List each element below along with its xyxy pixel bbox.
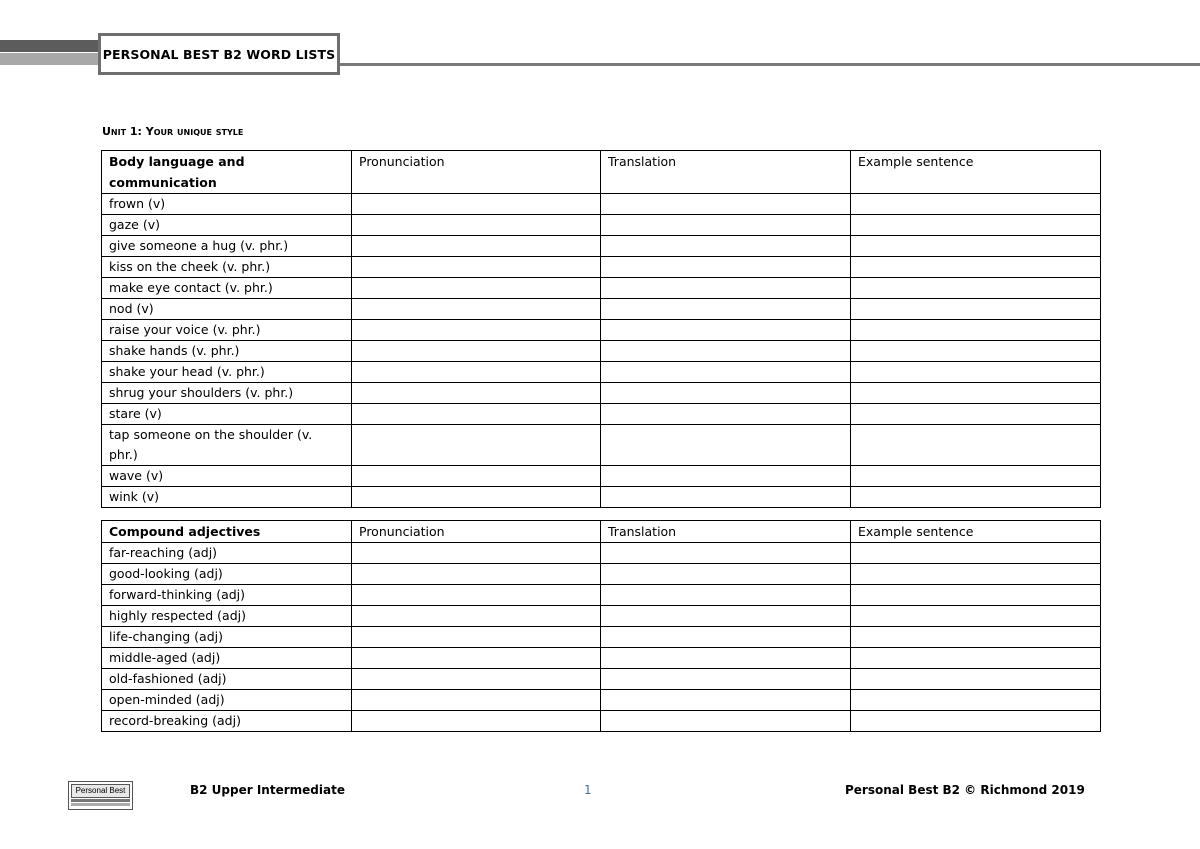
translation-cell[interactable] <box>601 383 851 404</box>
header-rule <box>338 63 1200 66</box>
word-cell: wink (v) <box>102 487 352 508</box>
column-header-pronunciation: Pronunciation <box>352 521 601 543</box>
translation-cell[interactable] <box>601 194 851 215</box>
table-row <box>102 299 1101 320</box>
example-cell[interactable] <box>851 362 1101 383</box>
word-list-table-body-language <box>101 150 1101 508</box>
word-cell: tap someone on the shoulder (v. phr.) <box>102 425 352 466</box>
pronunciation-cell[interactable] <box>352 257 601 278</box>
translation-cell[interactable] <box>601 278 851 299</box>
table-row <box>102 711 1101 732</box>
pronunciation-cell[interactable] <box>352 487 601 508</box>
word-cell: stare (v) <box>102 404 352 425</box>
translation-cell[interactable] <box>601 669 851 690</box>
word-cell: raise your voice (v. phr.) <box>102 320 352 341</box>
pronunciation-cell[interactable] <box>352 194 601 215</box>
table-row <box>102 564 1101 585</box>
table-row <box>102 648 1101 669</box>
example-cell[interactable] <box>851 299 1101 320</box>
pronunciation-cell[interactable] <box>352 690 601 711</box>
pronunciation-cell[interactable] <box>352 648 601 669</box>
column-header-example: Example sentence <box>851 521 1101 543</box>
translation-cell[interactable] <box>601 627 851 648</box>
translation-cell[interactable] <box>601 543 851 564</box>
word-cell: open-minded (adj) <box>102 690 352 711</box>
pronunciation-cell[interactable] <box>352 236 601 257</box>
pronunciation-cell[interactable] <box>352 299 601 320</box>
column-header-example: Example sentence <box>851 151 1101 194</box>
pronunciation-cell[interactable] <box>352 341 601 362</box>
column-header-translation: Translation <box>601 151 851 194</box>
pronunciation-cell[interactable] <box>352 585 601 606</box>
pronunciation-cell[interactable] <box>352 606 601 627</box>
translation-cell[interactable] <box>601 648 851 669</box>
example-cell[interactable] <box>851 711 1101 732</box>
logo-label: Personal Best <box>71 784 130 798</box>
translation-cell[interactable] <box>601 341 851 362</box>
unit-title: Unit 1: Your unique style <box>102 125 244 138</box>
translation-cell[interactable] <box>601 564 851 585</box>
word-cell: shake hands (v. phr.) <box>102 341 352 362</box>
example-cell[interactable] <box>851 627 1101 648</box>
example-cell[interactable] <box>851 425 1101 466</box>
word-cell: highly respected (adj) <box>102 606 352 627</box>
table-row <box>102 487 1101 508</box>
example-cell[interactable] <box>851 383 1101 404</box>
table-row <box>102 543 1101 564</box>
translation-cell[interactable] <box>601 425 851 466</box>
table-row <box>102 341 1101 362</box>
table-row <box>102 669 1101 690</box>
word-cell: middle-aged (adj) <box>102 648 352 669</box>
translation-cell[interactable] <box>601 215 851 236</box>
translation-cell[interactable] <box>601 257 851 278</box>
word-cell: gaze (v) <box>102 215 352 236</box>
pronunciation-cell[interactable] <box>352 425 601 466</box>
pronunciation-cell[interactable] <box>352 543 601 564</box>
translation-cell[interactable] <box>601 236 851 257</box>
pronunciation-cell[interactable] <box>352 711 601 732</box>
example-cell[interactable] <box>851 404 1101 425</box>
example-cell[interactable] <box>851 257 1101 278</box>
table-row <box>102 236 1101 257</box>
word-cell: record-breaking (adj) <box>102 711 352 732</box>
example-cell[interactable] <box>851 215 1101 236</box>
table-row <box>102 466 1101 487</box>
table-row <box>102 257 1101 278</box>
table-header-row <box>102 151 1101 194</box>
pronunciation-cell[interactable] <box>352 669 601 690</box>
header-bar-dark <box>0 40 100 52</box>
pronunciation-cell[interactable] <box>352 466 601 487</box>
word-list-table-compound-adjectives <box>101 520 1101 732</box>
example-cell[interactable] <box>851 690 1101 711</box>
footer-copyright: Personal Best B2 © Richmond 2019 <box>845 783 1085 797</box>
table-row <box>102 278 1101 299</box>
translation-cell[interactable] <box>601 299 851 320</box>
example-cell[interactable] <box>851 648 1101 669</box>
example-cell[interactable] <box>851 278 1101 299</box>
pronunciation-cell[interactable] <box>352 564 601 585</box>
pronunciation-cell[interactable] <box>352 278 601 299</box>
pronunciation-cell[interactable] <box>352 320 601 341</box>
translation-cell[interactable] <box>601 606 851 627</box>
word-cell: shrug your shoulders (v. phr.) <box>102 383 352 404</box>
example-cell[interactable] <box>851 320 1101 341</box>
example-cell[interactable] <box>851 669 1101 690</box>
word-cell: wave (v) <box>102 466 352 487</box>
word-cell: give someone a hug (v. phr.) <box>102 236 352 257</box>
example-cell[interactable] <box>851 585 1101 606</box>
word-cell: frown (v) <box>102 194 352 215</box>
example-cell[interactable] <box>851 564 1101 585</box>
table-row <box>102 194 1101 215</box>
logo-stripe-dark <box>71 799 130 802</box>
example-cell[interactable] <box>851 606 1101 627</box>
translation-cell[interactable] <box>601 711 851 732</box>
page-number: 1 <box>584 783 592 797</box>
word-cell: nod (v) <box>102 299 352 320</box>
translation-cell[interactable] <box>601 362 851 383</box>
pronunciation-cell[interactable] <box>352 404 601 425</box>
translation-cell[interactable] <box>601 487 851 508</box>
logo-stripe-light <box>71 803 130 806</box>
translation-cell[interactable] <box>601 690 851 711</box>
page-title: PERSONAL BEST B2 WORD LISTS <box>98 33 340 75</box>
column-header-translation: Translation <box>601 521 851 543</box>
table-row <box>102 585 1101 606</box>
translation-cell[interactable] <box>601 404 851 425</box>
word-cell: good-looking (adj) <box>102 564 352 585</box>
table-row <box>102 627 1101 648</box>
word-cell: forward-thinking (adj) <box>102 585 352 606</box>
column-header-category: Compound adjectives <box>102 521 352 543</box>
table-row <box>102 383 1101 404</box>
table-row <box>102 320 1101 341</box>
example-cell[interactable] <box>851 466 1101 487</box>
table-row <box>102 215 1101 236</box>
pronunciation-cell[interactable] <box>352 362 601 383</box>
example-cell[interactable] <box>851 194 1101 215</box>
translation-cell[interactable] <box>601 320 851 341</box>
word-cell: life-changing (adj) <box>102 627 352 648</box>
personal-best-logo <box>68 781 133 810</box>
pronunciation-cell[interactable] <box>352 383 601 404</box>
word-cell: far-reaching (adj) <box>102 543 352 564</box>
translation-cell[interactable] <box>601 466 851 487</box>
example-cell[interactable] <box>851 341 1101 362</box>
table-row <box>102 362 1101 383</box>
pronunciation-cell[interactable] <box>352 215 601 236</box>
word-cell: make eye contact (v. phr.) <box>102 278 352 299</box>
table-row <box>102 425 1101 466</box>
header-bar-light <box>0 53 100 65</box>
word-cell: kiss on the cheek (v. phr.) <box>102 257 352 278</box>
footer-level: B2 Upper Intermediate <box>190 783 345 797</box>
column-header-pronunciation: Pronunciation <box>352 151 601 194</box>
word-cell: shake your head (v. phr.) <box>102 362 352 383</box>
example-cell[interactable] <box>851 487 1101 508</box>
pronunciation-cell[interactable] <box>352 627 601 648</box>
table-row <box>102 690 1101 711</box>
translation-cell[interactable] <box>601 585 851 606</box>
column-header-category: Body language and communication <box>102 151 352 194</box>
table-row <box>102 606 1101 627</box>
word-cell: old-fashioned (adj) <box>102 669 352 690</box>
table-header-row <box>102 521 1101 543</box>
example-cell[interactable] <box>851 236 1101 257</box>
example-cell[interactable] <box>851 543 1101 564</box>
table-row <box>102 404 1101 425</box>
